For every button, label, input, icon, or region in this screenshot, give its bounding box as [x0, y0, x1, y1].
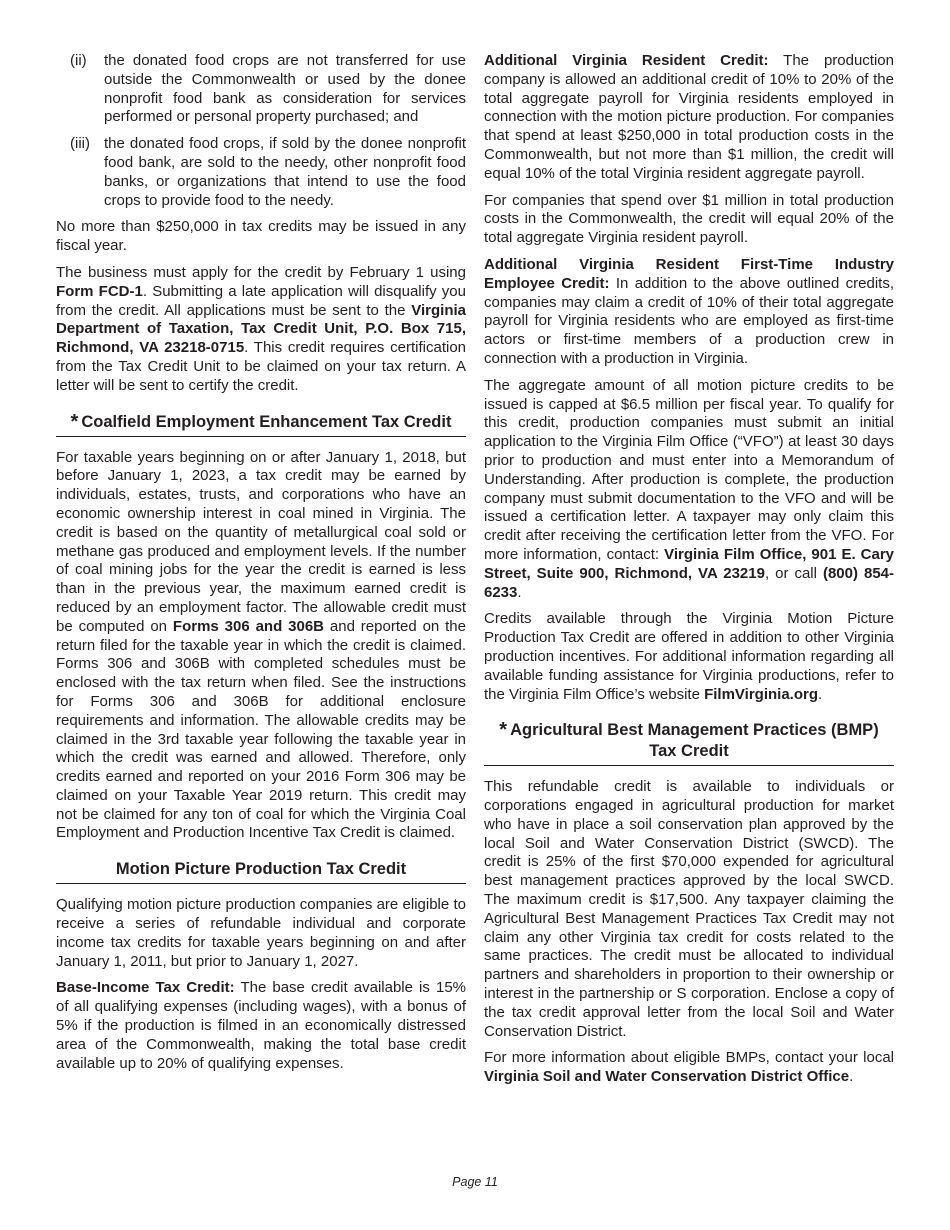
credits-available-paragraph: Credits available through the Virginia Motion Picture Production Tax Credit are offered in addition to other Virginia production incentives. For additional information regarding all available funding assistance for Virginia productions, refer to the Virginia Film Office’s website FilmVirginia.org. — [484, 610, 894, 703]
coalfield-paragraph: For taxable years beginning on or after January 1, 2018, but before January 1, 2023, a tax credit may be earned by individuals, estates, trusts, and corporations who have an economic ownership interest in coal mined in Virginia. The credit is based on the quantity of metallurgical coal sold or methane gas produced and employment levels. If the number of coal mining jobs for the year the credit is earned is less than in the previous year, the maximum earned credit is reduced by an employment factor. The allowable credit must be computed on Forms 306 and 306B and reported on the return filed for the taxable year in which the credit is claimed. Forms 306 and 306B with completed schedules must be enclosed with the tax return when filed. See the instructions for Forms 306 and 306B for additional enclosure requirements and information. The allowable credits may be claimed in the 3rd taxable year following the taxable year in which the credit was earned and allowed. Therefore, only credits earned and reported on your 2016 Form 306 may be claimed on your Taxable Year 2019 return. This credit may not be claimed for any ton of coal for which the Virginia Coal Employment and Production Incentive Tax Credit is claimed. — [56, 448, 466, 842]
list-item-iii — [56, 135, 466, 210]
bmp-heading: * Agricultural Best Management Practices (BMP) Tax Credit — [484, 720, 894, 766]
base-income-paragraph: Base-Income Tax Credit: The base credit available is 15% of all qualifying expenses (including wages), with a bonus of 5% if the production is filmed in an economically distressed area of the Commonwealth, making the total base credit available up to 20% of qualifying expenses. — [56, 979, 466, 1072]
asterisk-icon: * — [70, 410, 79, 433]
list-item-ii — [56, 52, 466, 127]
list-number: (ii) — [70, 52, 87, 69]
bmp-contact-paragraph: For more information about eligible BMPs, contact your local Virginia Soil and Water Conservation District Office. — [484, 1049, 894, 1086]
page-number: Page 11 — [452, 1175, 498, 1189]
bmp-paragraph: This refundable credit is available to individuals or corporations engaged in agricultural production for market who have in place a soil conservation plan approved by the local Soil and Water Conservation District (SWCD). The credit is 25% of the first $70,000 expended for agricultural best management practices approved by the local SWCD. The maximum credit is $17,500. Any taxpayer claiming the Agricultural Best Management Practices Tax Credit may not claim any other Virginia tax credit for costs related to the same practices. The credit must be allocated to individual partners and shareholders in proportion to their ownership or interest in the partnership or S corporation. Enclose a copy of the tax credit approval letter from the local Soil and Water Conservation District. — [484, 778, 894, 1040]
asterisk-icon: * — [499, 719, 508, 742]
first-time-employee-paragraph: Additional Virginia Resident First-Time Industry Employee Credit: In addition to the above outlined credits, companies may claim a credit of 10% of their total aggregate payroll for Virginia residents who are employed as first-time actors or first-time members of a production crew in connection with a production in Virginia. — [484, 255, 894, 367]
resident-credit-paragraph: Additional Virginia Resident Credit: The production company is allowed an additional credit of 10% to 20% of the total aggregate payroll for Virginia residents employed in connection with the motion picture production. For companies that spend at least $250,000 in total production costs in the Commonwealth, but not more than $1 million, the credit will equal 10% of the total Virginia resident aggregate payroll. — [484, 52, 894, 182]
application-paragraph: The business must apply for the credit by February 1 using Form FCD-1. Submitting a late application will disqualify you from the credit. All applications must be sent to the Virginia Department of Taxation, Tax Credit Unit, P.O. Box 715, Richmond, VA 23218-0715. This credit requires certification from the Tax Credit Unit to be claimed on your tax return. A letter will be sent to certify the credit. — [56, 263, 466, 394]
over-million-paragraph: For companies that spend over $1 million in total production costs in the Commonwealth, the credit will equal 20% of the total aggregate Virginia resident payroll. — [484, 191, 894, 247]
motion-picture-heading: Motion Picture Production Tax Credit — [56, 859, 466, 884]
aggregate-cap-paragraph: The aggregate amount of all motion picture credits to be issued is capped at $6.5 million per fiscal year. To qualify for this credit, production companies must submit an initial application to the Virginia Film Office (“VFO”) at least 30 days prior to production and must enter into a Memorandum of Understanding. After production is complete, the production company must submit documentation to the VFO and will be issued a certification letter. A taxpayer may only claim this credit after receiving the certification letter from the VFO. For more information, contact: Virginia Film Office, 901 E. Cary Street, Suite 900, Richmond, VA 23219, or call (800) 854-6233. — [484, 376, 894, 601]
coalfield-heading: * Coalfield Employment Enhancement Tax Credit — [56, 412, 466, 437]
credit-cap-paragraph: No more than $250,000 in tax credits may be issued in any fiscal year. — [56, 218, 466, 255]
motion-picture-intro: Qualifying motion picture production companies are eligible to receive a series of refundable individual and corporate income tax credits for taxable years beginning on and after January 1, 2011, but prior to January 1, 2027. — [56, 896, 466, 970]
list-text: the donated food crops, if sold by the donee nonprofit food bank, are sold to the needy, other nonprofit food banks, or organizations that intend to use the food crops to provide food to the needy. — [104, 135, 466, 209]
list-text: the donated food crops are not transferred for use outside the Commonwealth or used by the donee nonprofit food bank as consideration for services performed or personal property purchased; and — [104, 52, 466, 126]
right-column — [484, 52, 894, 1095]
list-number: (iii) — [70, 135, 90, 153]
left-column — [56, 52, 466, 1081]
